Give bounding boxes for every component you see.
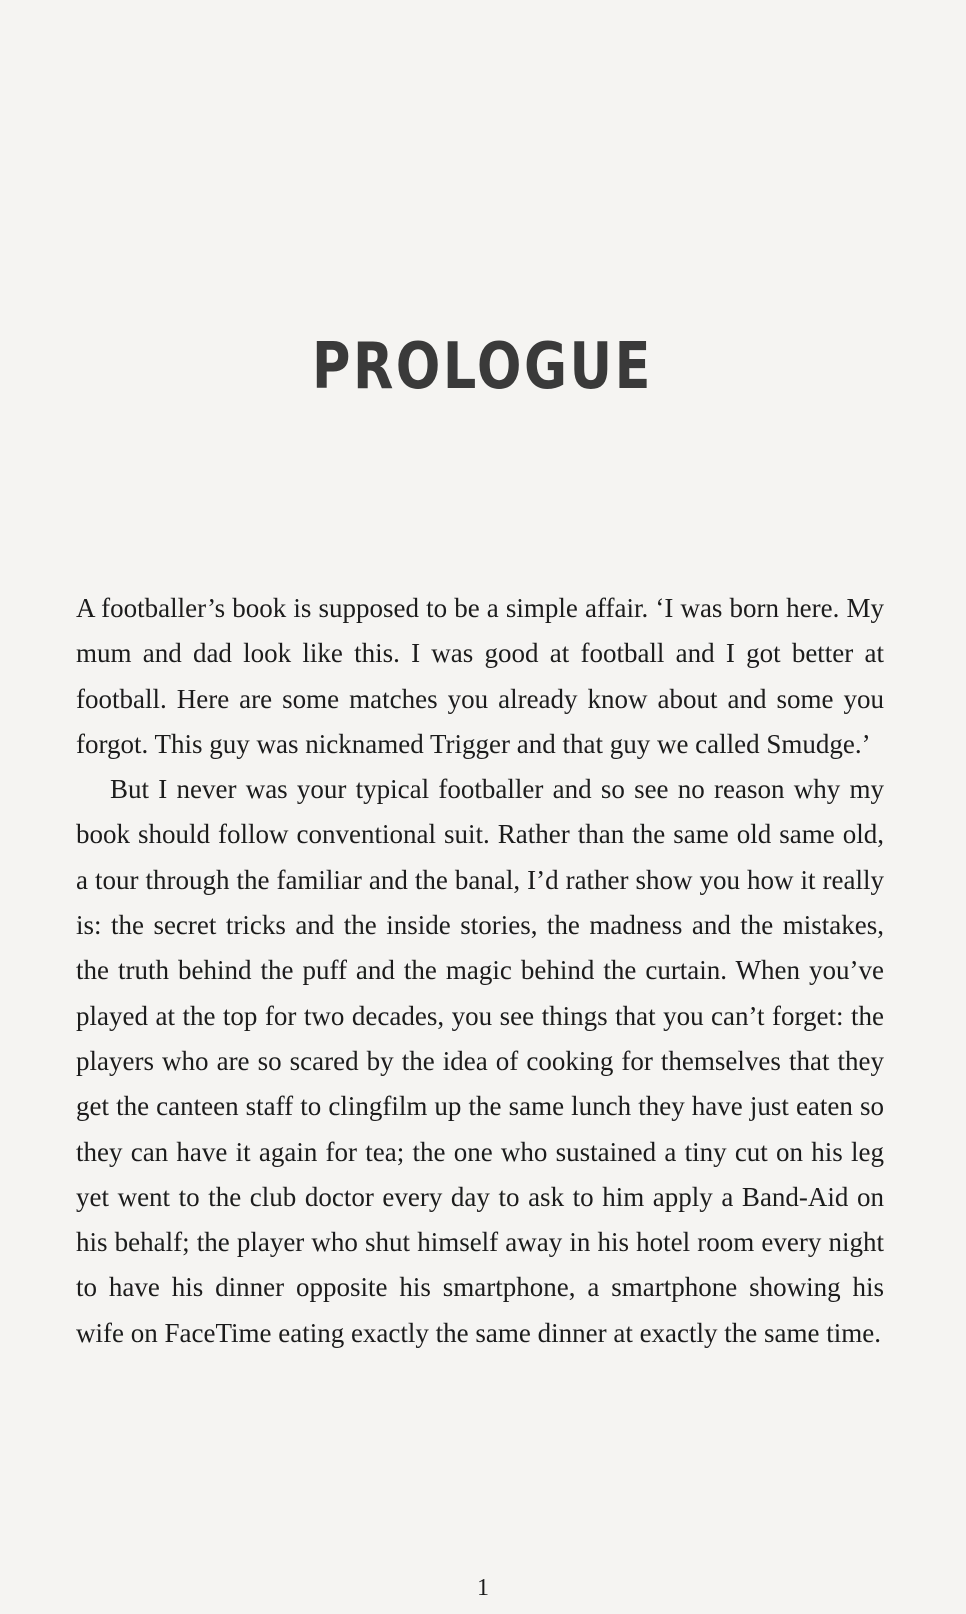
body-text <box>76 586 884 1356</box>
paragraph-2: But I never was your typical footballer and so see no reason why my book should follow conventional suit. Rather than the same old same old, a tour through the familiar and the banal, I’d rather show you how it really is: the secret tricks and the inside stories, the madness and the mistakes, the truth behind the puff and the magic behind the curtain. When you’ve played at the top for two decades, you see things that you can’t forget: the players who are so scared by the idea of cooking for themselves that they get the canteen staff to clingfilm up the same lunch they have just eaten so they can have it again for tea; the one who sustained a tiny cut on his leg yet went to the club doctor every day to ask to him apply a Band-Aid on his behalf; the player who shut himself away in his hotel room every night to have his dinner opposite his smartphone, a smartphone showing his wife on FaceTime eating exactly the same dinner at exactly the same time. <box>76 774 884 1348</box>
page-number: 1 <box>477 1575 489 1601</box>
paragraph-1: A footballer’s book is supposed to be a simple affair. ‘I was born here. My mum and dad look like this. I was good at football and I got better at football. Here are some matches you already know about and some you forgot. This guy was nicknamed Trigger and that guy we called Smudge.’ <box>76 593 884 759</box>
chapter-title: PROLOGUE <box>312 330 653 404</box>
